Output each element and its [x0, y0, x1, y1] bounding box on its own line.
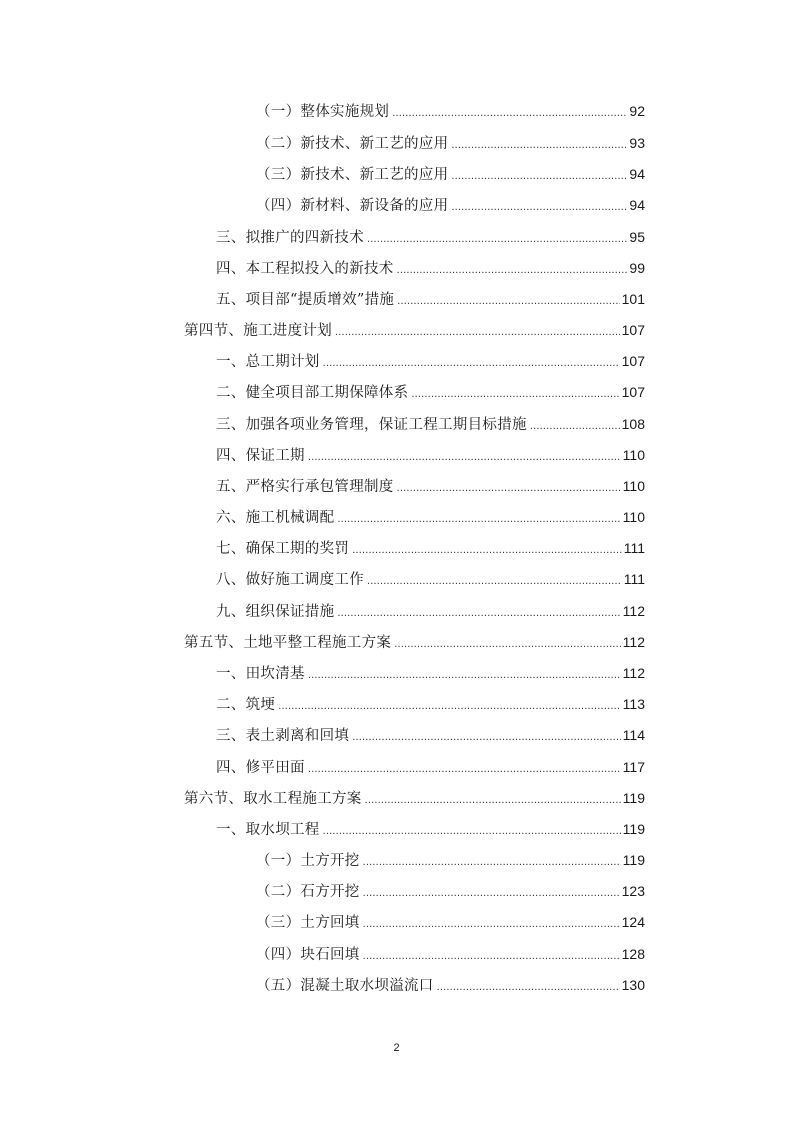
toc-entry[interactable] — [256, 133, 645, 155]
toc-entry-page: 119 — [622, 790, 645, 806]
toc-entry-label: （三）新技术、新工艺的应用 — [256, 167, 449, 183]
toc-entry-label: （五）混凝土取水坝溢流口 — [256, 978, 434, 994]
toc-entry-label: 三、拟推广的四新技术 — [216, 230, 364, 246]
dot-leader — [411, 384, 619, 404]
toc-entry-page: 110 — [622, 478, 645, 494]
toc-entry-label: 一、总工期计划 — [216, 354, 320, 370]
toc-entry[interactable] — [256, 850, 645, 872]
toc-entry-label: 四、本工程拟投入的新技术 — [216, 261, 394, 277]
toc-entry-page: 113 — [622, 696, 645, 712]
toc-entry-page: 130 — [621, 977, 645, 993]
toc-entry[interactable] — [216, 289, 645, 311]
dot-leader — [278, 696, 620, 716]
toc-entry-label: 四、保证工期 — [216, 448, 305, 464]
toc-entry[interactable] — [184, 632, 645, 654]
toc-entry-label: （二）石方开挖 — [256, 884, 360, 900]
toc-entry-page: 119 — [622, 821, 645, 837]
dot-leader — [530, 416, 620, 436]
toc-entry-label: 九、组织保证措施 — [216, 604, 335, 620]
toc-entry-label: （四）新材料、新设备的应用 — [256, 198, 449, 214]
toc-entry-label: 六、施工机械调配 — [216, 510, 335, 526]
toc-entry-page: 94 — [629, 197, 645, 213]
toc-entry-page: 95 — [629, 229, 645, 245]
dot-leader — [337, 509, 620, 529]
toc-entry-page: 110 — [622, 447, 645, 463]
dot-leader — [352, 540, 622, 560]
dot-leader — [367, 571, 622, 591]
dot-leader — [363, 852, 621, 872]
toc-entry-page: 124 — [621, 914, 645, 930]
dot-leader — [352, 727, 620, 747]
toc-entry-page: 93 — [629, 135, 645, 151]
dot-leader — [363, 883, 620, 903]
toc-entry[interactable] — [216, 507, 645, 529]
toc-entry[interactable] — [216, 725, 645, 747]
toc-entry[interactable] — [184, 320, 645, 342]
toc-entry[interactable] — [216, 351, 645, 373]
toc-entry-page: 107 — [621, 384, 645, 400]
toc-entry[interactable] — [256, 195, 645, 217]
toc-entry-label: 七、确保工期的奖罚 — [216, 541, 350, 557]
dot-leader — [392, 103, 627, 123]
toc-entry-label: 第四节、施工进度计划 — [184, 323, 332, 339]
dot-leader — [323, 353, 620, 373]
toc-entry[interactable] — [216, 819, 645, 841]
toc-entry-label: （一）整体实施规划 — [256, 104, 390, 120]
toc-entry-label: （二）新技术、新工艺的应用 — [256, 136, 449, 152]
toc-entry-label: 二、健全项目部工期保障体系 — [216, 385, 409, 401]
dot-leader — [451, 166, 627, 186]
dot-leader — [451, 135, 627, 155]
toc-entry-label: 一、田坎清基 — [216, 666, 305, 682]
toc-entry[interactable] — [216, 663, 645, 685]
toc-entry-page: 107 — [621, 353, 645, 369]
toc-entry[interactable] — [216, 569, 645, 591]
page-number: 2 — [393, 1042, 400, 1054]
toc-entry-page: 112 — [622, 603, 645, 619]
toc-entry[interactable] — [256, 944, 645, 966]
dot-leader — [367, 229, 627, 249]
toc-entry-label: 第六节、取水工程施工方案 — [184, 791, 362, 807]
toc-entry[interactable] — [216, 601, 645, 623]
toc-entry-page: 111 — [623, 571, 645, 587]
dot-leader — [365, 790, 621, 810]
toc-entry-label: 三、表土剥离和回填 — [216, 728, 350, 744]
dot-leader — [397, 478, 621, 498]
toc-entry-label: （三）土方回填 — [256, 915, 360, 931]
toc-entry-page: 94 — [629, 166, 645, 182]
toc-entry[interactable] — [216, 414, 645, 436]
toc-entry[interactable] — [256, 975, 645, 997]
toc-entry-page: 108 — [621, 416, 645, 432]
toc-entry-page: 99 — [629, 260, 645, 276]
dot-leader — [308, 447, 621, 467]
dot-leader — [363, 914, 620, 934]
toc-entry-page: 101 — [621, 291, 645, 307]
toc-entry[interactable] — [256, 101, 645, 123]
dot-leader — [451, 197, 627, 217]
toc-entry-label: 五、严格实行承包管理制度 — [216, 479, 394, 495]
toc-entry-page: 112 — [622, 665, 645, 681]
toc-entry-page: 92 — [629, 103, 645, 119]
dot-leader — [308, 665, 621, 685]
toc-entry[interactable] — [216, 694, 645, 716]
toc-entry-page: 119 — [622, 852, 645, 868]
dot-leader — [437, 977, 620, 997]
toc-entry[interactable] — [184, 788, 645, 810]
toc-entry-label: 八、做好施工调度工作 — [216, 572, 364, 588]
toc-entry[interactable] — [216, 476, 645, 498]
dot-leader — [363, 946, 620, 966]
dot-leader — [397, 291, 619, 311]
toc-entry-label: 四、修平田面 — [216, 760, 305, 776]
toc-entry-page: 112 — [622, 634, 645, 650]
toc-entry-label: 一、取水坝工程 — [216, 822, 320, 838]
toc-entry-label: 第五节、土地平整工程施工方案 — [184, 635, 392, 651]
toc-entry-page: 114 — [622, 727, 645, 743]
toc-entry-label: （一）土方开挖 — [256, 853, 360, 869]
dot-leader — [397, 260, 628, 280]
toc-entry[interactable] — [256, 164, 645, 186]
dot-leader — [337, 603, 620, 623]
toc-entry-page: 123 — [621, 883, 645, 899]
toc-entry[interactable] — [216, 757, 645, 779]
dot-leader — [394, 634, 620, 654]
dot-leader — [323, 821, 621, 841]
dot-leader — [308, 759, 621, 779]
toc-entry-label: 五、项目部“提质增效”措施 — [216, 292, 395, 308]
toc-entry[interactable] — [216, 258, 645, 280]
dot-leader — [335, 322, 620, 342]
toc-entry-page: 107 — [621, 322, 645, 338]
toc-entry[interactable] — [256, 881, 645, 903]
toc-entry[interactable] — [216, 227, 645, 249]
toc-entry-label: （四）块石回填 — [256, 947, 360, 963]
toc-entry-label: 二、筑埂 — [216, 697, 276, 713]
toc-entry[interactable] — [256, 912, 645, 934]
toc-entry-page: 117 — [622, 759, 645, 775]
toc-entry[interactable] — [216, 382, 645, 404]
toc-entry[interactable] — [216, 538, 645, 560]
toc-entry[interactable] — [216, 445, 645, 467]
toc-entry-page: 110 — [622, 509, 645, 525]
toc-entry-label: 三、加强各项业务管理，保证工程工期目标措施 — [216, 417, 527, 433]
toc-entry-page: 111 — [623, 540, 645, 556]
toc-entry-page: 128 — [621, 946, 645, 962]
